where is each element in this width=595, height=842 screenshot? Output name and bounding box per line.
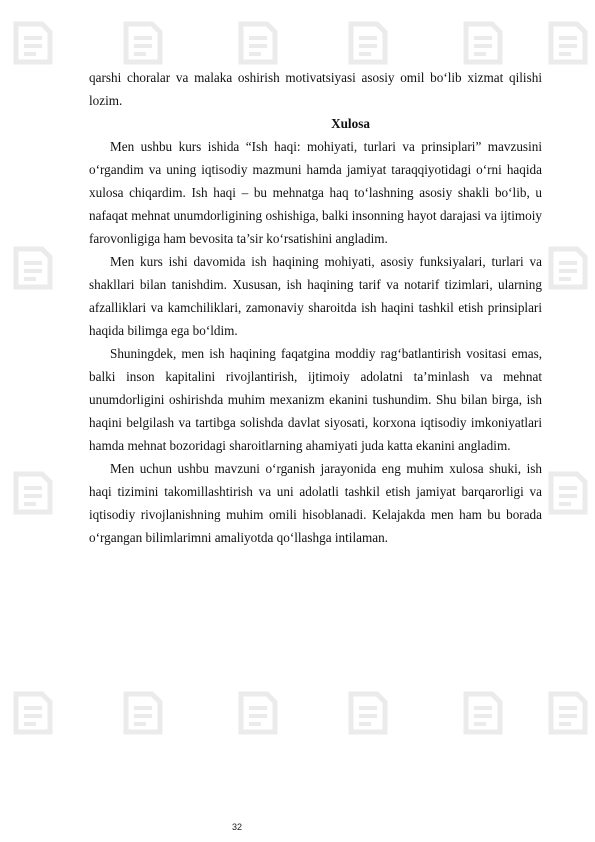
watermark-icon: [545, 470, 591, 516]
watermark-icon: [545, 690, 591, 736]
watermark-icon: [120, 690, 166, 736]
page-number: 32: [232, 822, 243, 832]
watermark-icon: [345, 690, 391, 736]
watermark-icon: [235, 690, 281, 736]
watermark-icon: [545, 20, 591, 66]
watermark-icon: [10, 245, 56, 291]
intro-paragraph: qarshi choralar va malaka oshirish motivatsiyasi asosiy omil bo‘lib xizmat qilishi lozim.: [89, 70, 542, 108]
watermark-icon: [10, 690, 56, 736]
body-paragraph: Men uchun ushbu mavzuni o‘rganish jarayonida eng muhim xulosa shuki, ish haqi tizimini takomillashtirish va uni adolatli tashkil etish jamiyat barqarorligi va iqtisodiy rivojlanishning muhim omili hisoblanadi. Kelajakda men ham bu borada o‘rgangan bilimlarimni amaliyotda qo‘llashga intilaman.: [89, 461, 542, 545]
body-paragraph: Shuningdek, men ish haqining faqatgina moddiy rag‘batlantirish vositasi emas, balki inson kapitalini rivojlantirish, ijtimoiy adolatni ta’minlash va mehnat unumdorligini oshirishda muhim mexanizm ekanini tushundim. Shu bilan birga, ish haqini belgilash va tartibga solishda davlat siyosati, korxona iqtisodiy imkoniyatlari hamda mehnat bozoridagi sharoitlarning ahamiyati juda katta ekanini angladim.: [89, 346, 542, 453]
watermark-icon: [10, 470, 56, 516]
watermark-icon: [120, 20, 166, 66]
body-paragraph: Men kurs ishi davomida ish haqining mohiyati, asosiy funksiyalari, turlari va shakllari bilan tanishdim. Xususan, ish haqining tarif va notarif tizimlari, ularning afzalliklari va kamchiliklari, zamonaviy sharoitda ish haqini tashkil etish prinsiplari haqida bilimga ega bo‘ldim.: [89, 254, 542, 338]
watermark-icon: [545, 245, 591, 291]
watermark-icon: [460, 20, 506, 66]
document-page: [89, 66, 542, 549]
section-heading: Xulosa: [331, 116, 370, 131]
body-paragraph: Men ushbu kurs ishida “Ish haqi: mohiyati, turlari va prinsiplari” mavzusini o‘rgandim va uning iqtisodiy mazmuni hamda jamiyat taraqqiyotidagi o‘rni haqida xulosa chiqardim. Ish haqi – bu mehnatga haq to‘lashning asosiy shakli bo‘lib, u nafaqat mehnat unumdorligining oshishiga, balki insonning hayot darajasi va ijtimoiy farovonligiga ham bevosita ta’sir ko‘rsatishini angladim.: [89, 139, 542, 246]
watermark-icon: [10, 20, 56, 66]
watermark-icon: [345, 20, 391, 66]
watermark-icon: [235, 20, 281, 66]
watermark-icon: [460, 690, 506, 736]
